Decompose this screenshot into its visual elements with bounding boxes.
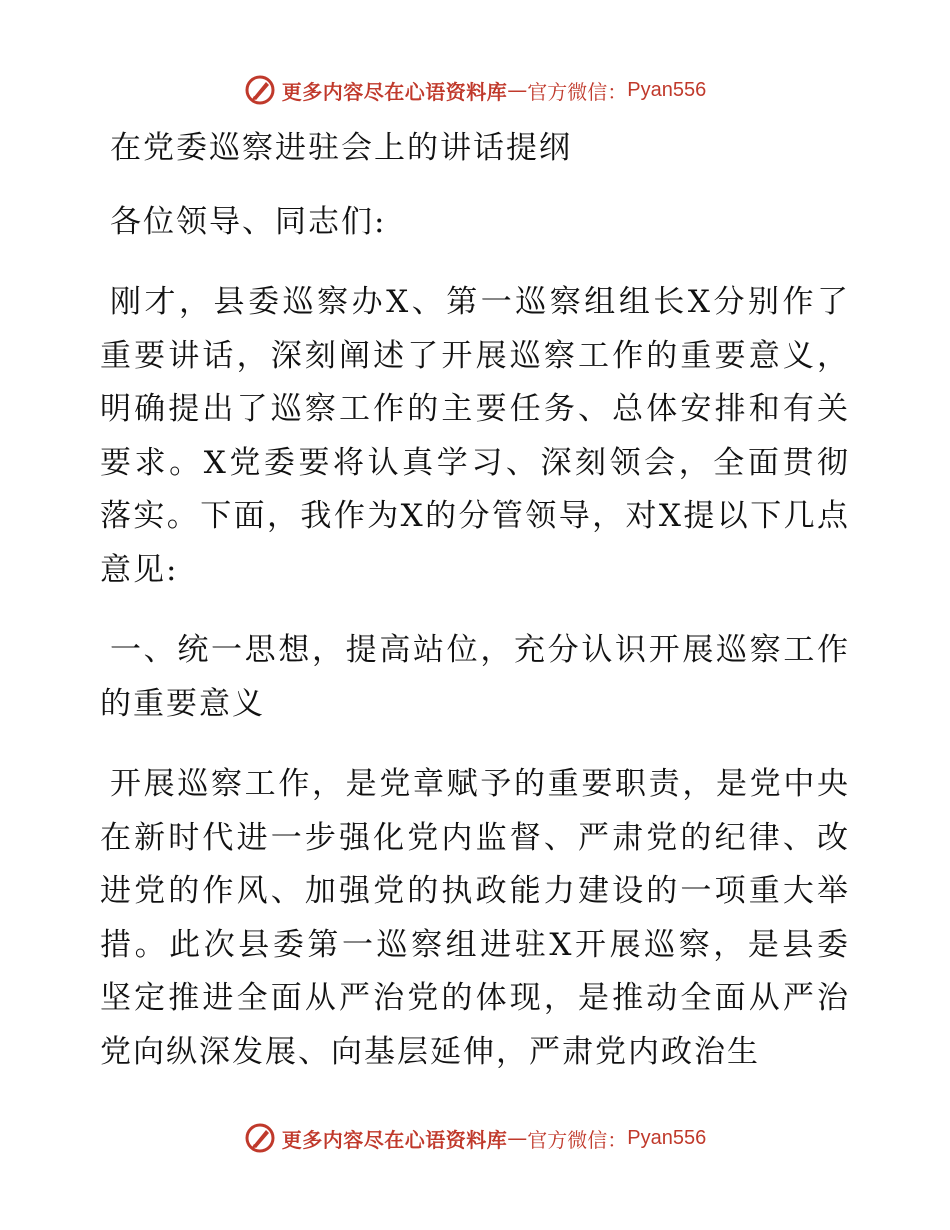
section-heading-1: 一、统一思想，提高站位，充分认识开展巡察工作的重要意义 (100, 632, 850, 722)
watermark-dash: — (507, 1126, 528, 1150)
watermark-wechat-id: Pyan556 (627, 78, 707, 101)
watermark-wechat-id: Pyan556 (627, 1126, 707, 1149)
paragraph-intro: 刚才，县委巡察办X、第一巡察组组长X分别作了重要讲话，深刻阐述了开展巡察工作的重要意义，明确提出了巡察工作的主要任务、总体安排和有关要求。X党委要将认真学习、深刻领会，全面贯彻落实。下面，我作为X的分管领导，对X提以下几点意见: (100, 284, 850, 588)
watermark-site-text: 更多内容尽在心语资料库 (281, 1127, 508, 1152)
watermark-official-text: 官方微信： (527, 79, 628, 104)
document-body (100, 122, 850, 1106)
watermark-dash: — (507, 78, 528, 102)
watermark-site-text: 更多内容尽在心语资料库 (281, 79, 508, 104)
quill-pen-circle-icon (244, 74, 276, 106)
quill-pen-circle-icon (244, 1122, 276, 1154)
paragraph-section-1: 开展巡察工作，是党章赋予的重要职责，是党中央在新时代进一步强化党内监督、严肃党的纪律、改进党的作风、加强党的执政能力建设的一项重大举措。此次县委第一巡察组进驻X开展巡察，是县委坚定推进全面从严治党的体现，是推动全面从严治党向纵深发展、向基层延伸，严肃党内政治生 (100, 766, 850, 1070)
watermark-banner-top (0, 70, 950, 110)
watermark-official-text: 官方微信： (527, 1127, 628, 1152)
document-title: 在党委巡察进驻会上的讲话提纲 (110, 130, 572, 166)
greeting: 各位领导、同志们: (110, 203, 387, 240)
watermark-banner-bottom (0, 1118, 950, 1158)
